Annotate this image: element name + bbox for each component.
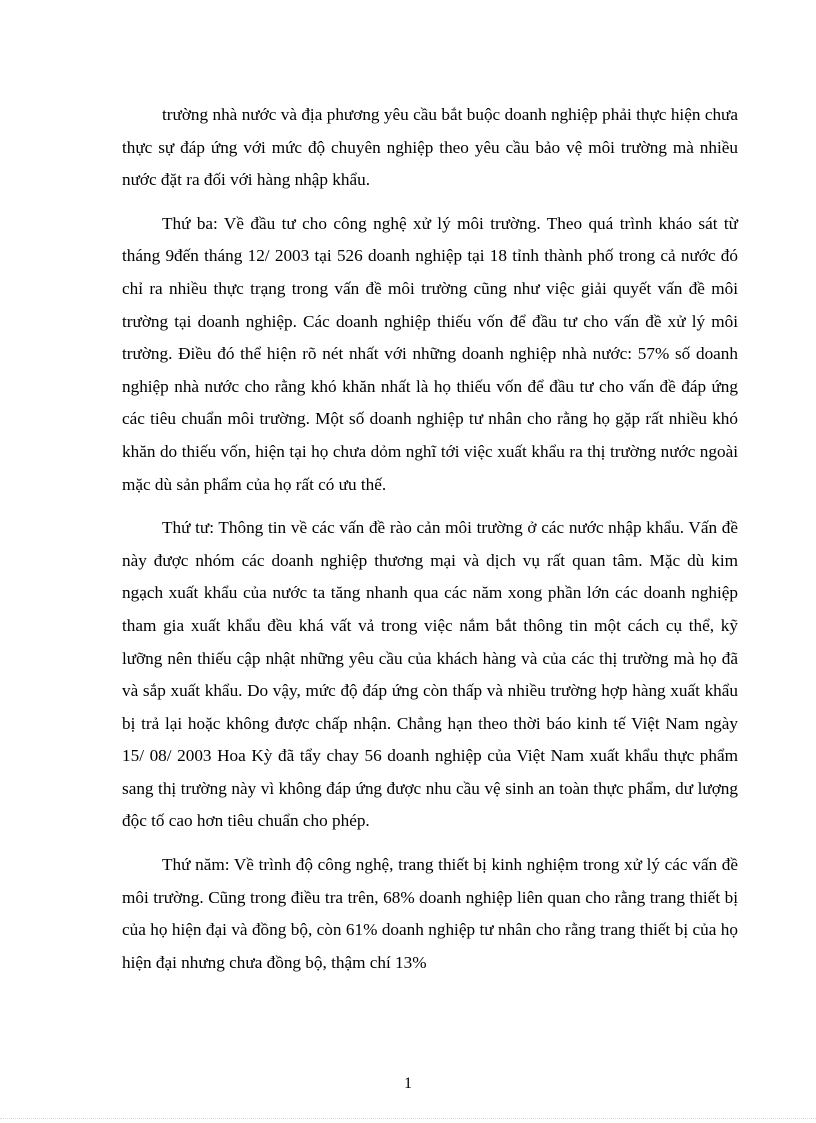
paragraph-thu-ba: Thứ ba: Về đầu tư cho công nghệ xử lý môi trường. Theo quá trình kháo sát từ tháng 9đến tháng 12/ 2003 tại 526 doanh nghiệp tại 18 tỉnh thành phố trong cả nước đó chỉ ra nhiều thực trạng trong vấn đề môi trường cũng như việc giải quyết vấn đề môi trường tại doanh nghiệp. Các doanh nghiệp thiếu vốn để đầu tư cho vấn đề xử lý môi trường. Điều đó thể hiện rõ nét nhất với những doanh nghiệp nhà nước: 57% số doanh nghiệp nhà nước cho rằng khó khăn nhất là họ thiếu vốn để đầu tư cho vấn đề đáp ứng các tiêu chuẩn môi trường. Một số doanh nghiệp tư nhân cho rằng họ gặp rất nhiều khó khăn do thiếu vốn, hiện tại họ chưa dỏm nghĩ tới việc xuất khẩu ra thị trường nước ngoài mặc dù sản phẩm của họ rất có ưu thế. — [122, 213, 738, 494]
page-number: 1 — [404, 1075, 412, 1092]
body-text — [122, 99, 738, 990]
paragraph-thu-tu: Thứ tư: Thông tin về các vấn đề rào cản môi trường ở các nước nhập khẩu. Vấn đề này được nhóm các doanh nghiệp thương mại và dịch vụ rất quan tâm. Mặc dù kim ngạch xuất khẩu của nước ta tăng nhanh qua các năm xong phần lớn các doanh nghiệp tham gia xuất khẩu đều khá vất vả trong việc nắm bắt thông tin một cách cụ thể, kỹ lưỡng nên thiếu cập nhật những yêu cầu của khách hàng và của các thị trường mà họ đã và sắp xuất khẩu. Do vậy, mức độ đáp ứng còn thấp và nhiều trường hợp hàng xuất khẩu bị trả lại hoặc không được chấp nhận. Chẳng hạn theo thời báo kinh tế Việt Nam ngày 15/ 08/ 2003 Hoa Kỳ đã tẩy chay 56 doanh nghiệp của Việt Nam xuất khẩu thực phẩm sang thị trường này vì không đáp ứng được nhu cầu vệ sinh an toàn thực phẩm, dư lượng độc tố cao hơn tiêu chuẩn cho phép. — [122, 518, 738, 831]
paragraph-continuation: trường nhà nước và địa phương yêu cầu bắt buộc doanh nghiệp phải thực hiện chưa thực sự đáp ứng với mức độ chuyên nghiệp theo yêu cầu bảo vệ môi trường mà nhiều nước đặt ra đối với hàng nhập khẩu. — [122, 105, 738, 190]
page-bottom-divider — [0, 1118, 816, 1119]
paragraph-thu-nam: Thứ năm: Về trình độ công nghệ, trang thiết bị kinh nghiệm trong xử lý các vấn đề môi trường. Cũng trong điều tra trên, 68% doanh nghiệp liên quan cho rằng trang thiết bị của họ hiện đại và đồng bộ, còn 61% doanh nghiệp tư nhân cho rằng trang thiết bị của họ hiện đại nhưng chưa đồng bộ, thậm chí 13% — [122, 855, 738, 972]
